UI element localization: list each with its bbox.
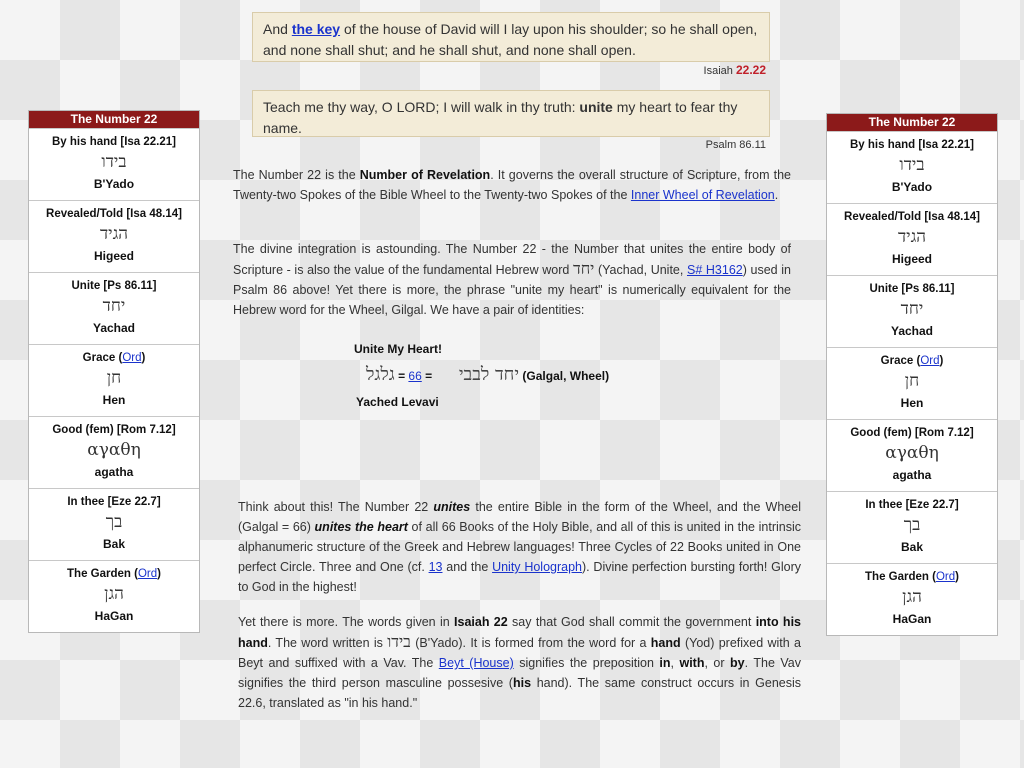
sidebar-entry-transliteration: Hen: [102, 393, 126, 407]
quote-text: of the house of David will I lay upon his shoulder; so he shall open, and none shall shut; and he shall shut, and none shall open.: [263, 21, 758, 58]
text: Yet there is more. The words given in: [238, 615, 455, 629]
text: ,: [670, 656, 680, 670]
label-text: ): [157, 568, 161, 580]
quote-isaiah-reference: [704, 63, 766, 77]
label-text: Good (fem) [Rom 7.12]: [850, 427, 974, 439]
sidebar-entry-label: [29, 568, 199, 580]
text: the entire Bible in the form of the Wheel, and the Wheel (Galgal = 66): [238, 500, 801, 534]
text: .: [774, 188, 779, 202]
label-text: ): [939, 355, 944, 367]
sidebar-entry-transliteration: agatha: [94, 465, 134, 479]
text: . The Vav signifies the third person masculine possesive (: [238, 656, 801, 690]
quote-bold: unite: [579, 99, 613, 115]
beyt-house-link[interactable]: Beyt (House): [438, 656, 514, 670]
value-66-link[interactable]: 66: [408, 369, 422, 383]
paragraph-revelation: [233, 165, 791, 205]
unity-holograph-link[interactable]: Unity Holograph: [492, 560, 582, 574]
sidebar-entry-transliteration: Higeed: [891, 252, 932, 266]
label-text: In thee [Eze 22.7]: [67, 496, 161, 508]
quote-text: my heart to fear thy name.: [263, 99, 738, 136]
text: signifies the preposition: [513, 656, 660, 670]
sidebar-entry-word: יחד: [102, 296, 126, 316]
label-text: The Garden (: [865, 571, 936, 583]
label-text: Good (fem) [Rom 7.12]: [52, 424, 176, 436]
hebrew-word: יחד: [573, 259, 595, 278]
sidebar-entry-label: [827, 499, 997, 511]
text: The Number 22 is the: [233, 168, 360, 182]
equals: =: [394, 369, 409, 383]
quote-text: Teach me thy way, O LORD; I will walk in thy truth:: [263, 99, 580, 115]
the-key-link[interactable]: the key: [291, 21, 341, 37]
sidebar-entry-word: αγαθη: [885, 443, 939, 463]
sidebar-entry-label: [29, 208, 199, 220]
text: Think about this! The Number 22: [238, 500, 434, 514]
sidebar-entry-word: הגיד: [99, 224, 129, 244]
sidebar-entry: [29, 560, 199, 632]
label-text: Grace (: [82, 352, 123, 364]
sidebar-entry-label: [827, 139, 997, 151]
sidebar-entry-word: בך: [903, 515, 921, 535]
text: , or: [704, 656, 731, 670]
label-text: By his hand [Isa 22.21]: [52, 136, 176, 148]
label-text: In thee [Eze 22.7]: [865, 499, 959, 511]
quote-isaiah: [252, 12, 770, 62]
sidebar-entry: [827, 203, 997, 275]
quote-text: And: [263, 21, 292, 37]
text: . The word written is: [267, 636, 388, 650]
equation-bottom-label: Yached Levavi: [356, 395, 439, 409]
ord-link[interactable]: Ord: [920, 355, 940, 367]
sidebar-title: The Number 22: [29, 111, 199, 128]
sidebar-entry-label: [29, 424, 199, 436]
bold-text: into his hand: [238, 615, 801, 650]
paragraph-integration: [233, 239, 791, 320]
label-text: By his hand [Isa 22.21]: [850, 139, 974, 151]
paragraph-think: [238, 497, 801, 597]
sidebar-entry-word: חן: [904, 371, 920, 391]
label-text: Unite [Ps 86.11]: [869, 283, 955, 295]
sidebar-entry-word: αγαθη: [87, 440, 141, 460]
bold-text: by: [730, 656, 745, 670]
hebrew-galgal: גלגל: [366, 364, 395, 385]
ord-link[interactable]: Ord: [137, 568, 158, 580]
text: hand). The same construct occurs in Genesis 22.6, translated as "in his hand.": [238, 676, 802, 710]
sidebar-left: [28, 110, 200, 633]
text: (Yod) prefixed with a Beyt and suffixed with a Vav. The: [238, 636, 801, 670]
sidebar-entry-transliteration: agatha: [892, 468, 932, 482]
strongs-link[interactable]: S# H3162: [686, 263, 743, 277]
sidebar-entry-word: הגן: [104, 584, 124, 604]
bold-italic-text: unites the heart: [314, 520, 408, 534]
inner-wheel-link[interactable]: Inner Wheel of Revelation: [630, 188, 775, 202]
text: and the: [442, 560, 493, 574]
hebrew-unite-my-heart: יחד לבבי: [458, 364, 520, 385]
equation-right-label: (Galgal, Wheel): [519, 369, 610, 383]
label-text: Unite [Ps 86.11]: [71, 280, 157, 292]
sidebar-entry: [29, 200, 199, 272]
label-text: ): [141, 352, 146, 364]
sidebar-entry-label: [29, 352, 199, 364]
sidebar-entry-transliteration: B'Yado: [93, 177, 135, 191]
sidebar-entry-label: [29, 280, 199, 292]
sidebar-entry: [827, 491, 997, 563]
bold-text: his: [512, 676, 532, 690]
sidebar-entry-transliteration: Yachad: [890, 324, 934, 338]
sidebar-entry-label: [827, 355, 997, 367]
label-text: ): [955, 571, 959, 583]
sidebar-entry-transliteration: HaGan: [94, 609, 134, 623]
label-text: Revealed/Told [Isa 48.14]: [844, 211, 980, 223]
number-13-link[interactable]: 13: [428, 560, 443, 574]
sidebar-entry-transliteration: Bak: [102, 537, 125, 551]
label-text: Grace (: [880, 355, 921, 367]
sidebar-entry: [29, 344, 199, 416]
sidebar-entry-word: בידו: [899, 155, 925, 175]
sidebar-entry: [827, 275, 997, 347]
sidebar-entry: [29, 416, 199, 488]
text: ) used in Psalm 86 above! Yet there is more, the phrase "unite my heart" is numerically equivalent for the Hebrew word for the Wheel, Gilgal. We have a pair of identities:: [233, 263, 791, 317]
paragraph-yet-more: [238, 612, 801, 713]
ref-book: Isaiah: [703, 65, 733, 77]
text: (Yachad, Unite,: [594, 263, 687, 277]
sidebar-entry: [827, 347, 997, 419]
equals: =: [421, 369, 433, 383]
text: (B'Yado). It is formed from the word for a: [410, 636, 651, 650]
sidebar-entry: [827, 131, 997, 203]
ord-link[interactable]: Ord: [122, 352, 142, 364]
sidebar-entry-word: בך: [105, 512, 123, 532]
equation: [366, 364, 609, 385]
text: say that God shall commit the government: [507, 615, 756, 629]
sidebar-entry-word: חן: [106, 368, 122, 388]
sidebar-entry-label: [29, 496, 199, 508]
sidebar-entry-label: [827, 427, 997, 439]
sidebar-entry-transliteration: Higeed: [93, 249, 134, 263]
bold-italic-text: unites: [433, 500, 471, 514]
hebrew-word: בידו: [387, 632, 411, 651]
label-text: Revealed/Told [Isa 48.14]: [46, 208, 182, 220]
sidebar-entry: [827, 419, 997, 491]
bold-text: Isaiah 22: [454, 615, 508, 629]
sidebar-entry-word: יחד: [900, 299, 924, 319]
sidebar-entry: [29, 128, 199, 200]
quote-psalm-reference: Psalm 86.11: [705, 139, 766, 151]
sidebar-title: The Number 22: [827, 114, 997, 131]
sidebar-entry-word: בידו: [101, 152, 127, 172]
text: of all 66 Books of the Holy Bible, and all of this is united in the intrinsic alphanumeric structure of the Greek and Hebrew languages! Three Cycles of 22 Books united in One perfect Circle. Three and One (cf.: [238, 520, 801, 574]
bold-text: hand: [650, 636, 681, 650]
sidebar-right: [826, 113, 998, 636]
label-text: The Garden (: [67, 568, 138, 580]
ord-link[interactable]: Ord: [935, 571, 956, 583]
bold-text: in: [659, 656, 671, 670]
sidebar-entry-label: [827, 571, 997, 583]
quote-psalm: [252, 90, 770, 137]
bold-text: Number of Revelation: [359, 168, 491, 182]
sidebar-entry-transliteration: B'Yado: [891, 180, 933, 194]
equation-top-label: Unite My Heart!: [354, 342, 443, 356]
sidebar-entry-transliteration: HaGan: [892, 612, 932, 626]
sidebar-entry-label: [827, 211, 997, 223]
sidebar-entry: [827, 563, 997, 635]
sidebar-entry-label: [827, 283, 997, 295]
text: ). Divine perfection bursting forth! Glory to God in the highest!: [238, 560, 801, 594]
text: . It governs the overall structure of Scripture, from the Twenty-two Spokes of the Bible Wheel to the Twenty-two Spokes of the: [233, 168, 792, 202]
bold-text: with: [679, 656, 705, 670]
sidebar-entry-transliteration: Bak: [900, 540, 923, 554]
sidebar-entry-transliteration: Hen: [900, 396, 924, 410]
sidebar-entry: [29, 488, 199, 560]
sidebar-entry-word: הגן: [902, 587, 922, 607]
sidebar-entry-label: [29, 136, 199, 148]
sidebar-entry: [29, 272, 199, 344]
sidebar-entry-transliteration: Yachad: [92, 321, 136, 335]
text: The divine integration is astounding. The Number 22 - the Number that unites the entire body of Scripture - is also the value of the fundamental Hebrew word: [233, 242, 791, 277]
sidebar-entry-word: הגיד: [897, 227, 927, 247]
ref-number: 22.22: [735, 63, 766, 77]
